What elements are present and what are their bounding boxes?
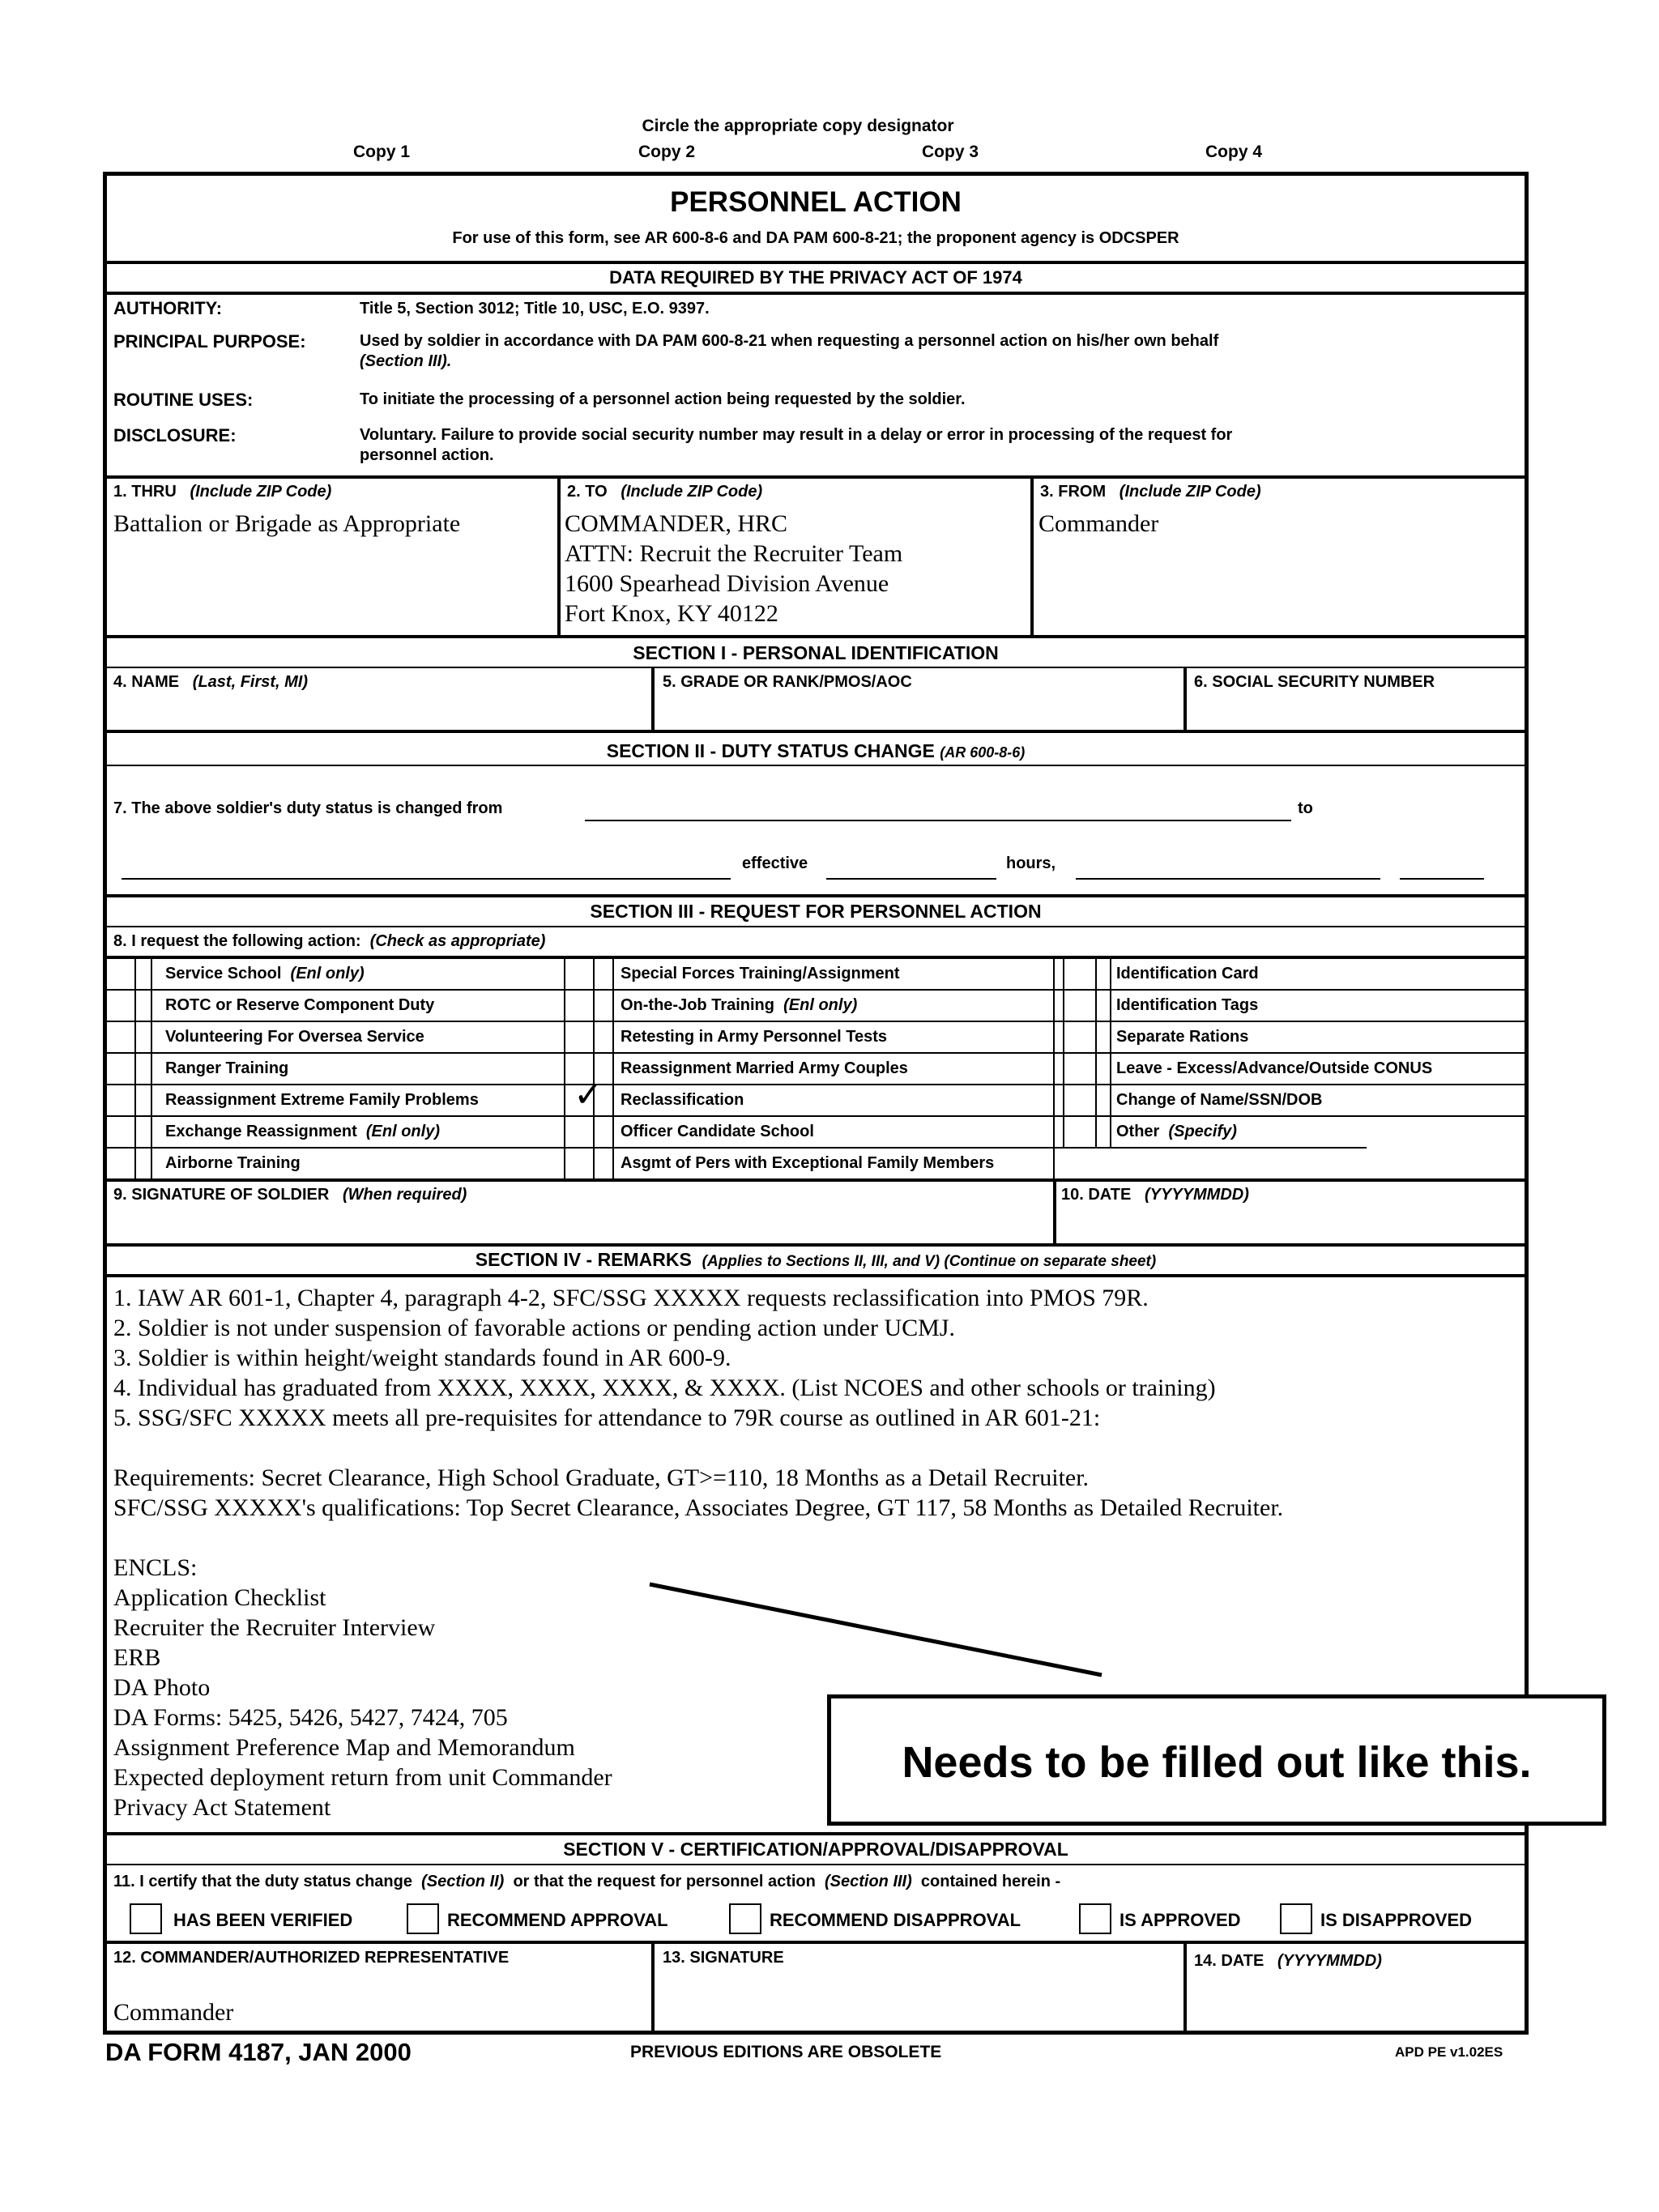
checkbox-change-name[interactable]: [1063, 1084, 1095, 1115]
callout-pointer-line: [640, 1571, 1110, 1685]
action-reclassification: Reclassification: [621, 1091, 744, 1109]
callout-text: Needs to be filled out like this.: [902, 1738, 1532, 1787]
section-5-heading: SECTION V - CERTIFICATION/APPROVAL/DISAPPROVAL: [563, 1839, 1068, 1860]
action-exchange-reassignment: [165, 1123, 440, 1141]
to-line-3: 1600 Spearhead Division Avenue: [565, 570, 889, 597]
checkbox-oversea-service[interactable]: [134, 1021, 151, 1052]
remark-line-15: DA Forms: 5425, 5426, 5427, 7424, 705: [113, 1704, 508, 1731]
to-field[interactable]: [565, 509, 902, 629]
callout-box: [827, 1694, 1606, 1826]
thru-num: 1. THRU: [113, 483, 177, 501]
date-10-field[interactable]: [1061, 1207, 1515, 1239]
remark-line-5: 5. SSG/SFC XXXXX meets all pre-requisites for attendance to 79R course as outlined in AR 601-21:: [113, 1404, 1101, 1431]
action-ojt-label: On-the-Job Training: [621, 996, 774, 1014]
to-hint: (Include ZIP Code): [621, 483, 763, 501]
action-other-note: (Specify): [1168, 1123, 1237, 1140]
to-label: [567, 483, 762, 501]
principal-purpose-text: Used by soldier in accordance with DA PAM 600-8-21 when requesting a personnel action on his/her own behalf: [360, 332, 1219, 350]
date-10-hint: (YYYYMMDD): [1145, 1186, 1249, 1204]
disclosure-label: DISCLOSURE:: [113, 425, 237, 445]
effective-field[interactable]: [826, 878, 996, 880]
signature-soldier-field[interactable]: [113, 1207, 1045, 1239]
grade-label: 5. GRADE OR RANK/PMOS/AOC: [663, 673, 912, 691]
date-10-label: [1061, 1186, 1249, 1204]
checkbox-special-forces[interactable]: [593, 957, 612, 989]
checkbox-exchange-reassignment[interactable]: [134, 1115, 151, 1147]
action-rotc: ROTC or Reserve Component Duty: [165, 996, 435, 1014]
checkbox-id-card[interactable]: [1063, 957, 1095, 989]
duty-from-field[interactable]: [585, 820, 1291, 821]
copy-3[interactable]: Copy 3: [922, 143, 979, 161]
checkbox-retesting[interactable]: [593, 1021, 612, 1052]
remark-line-11: Application Checklist: [113, 1584, 326, 1611]
section-3-heading: SECTION III - REQUEST FOR PERSONNEL ACTION: [590, 901, 1042, 922]
ssn-label: 6. SOCIAL SECURITY NUMBER: [1194, 673, 1435, 691]
action-airborne-training: Airborne Training: [165, 1154, 301, 1172]
disclosure-text: Voluntary. Failure to provide social security number may result in a delay or error in processing of the request for: [360, 426, 1233, 444]
section-2-title: SECTION II - DUTY STATUS CHANGE: [606, 740, 935, 761]
request-text: 8. I request the following action:: [113, 932, 361, 950]
action-id-card: Identification Card: [1116, 965, 1259, 982]
duty-to-field[interactable]: [122, 878, 731, 880]
checkbox-recommend-approval[interactable]: [407, 1903, 439, 1934]
section-2-ref: (AR 600-8-6): [940, 744, 1026, 761]
remark-line-4: 4. Individual has graduated from XXXX, XXXX, XXXX, & XXXX. (List NCOES and other schools or training): [113, 1375, 1216, 1401]
routine-uses-label: ROUTINE USES:: [113, 390, 254, 410]
to-num: 2. TO: [567, 483, 608, 501]
checkbox-ocs[interactable]: [593, 1115, 612, 1147]
action-ocs: Officer Candidate School: [621, 1123, 814, 1140]
previous-editions-note: PREVIOUS EDITIONS ARE OBSOLETE: [630, 2043, 942, 2061]
checkbox-airborne-training[interactable]: [134, 1147, 151, 1178]
action-ojt: [621, 996, 857, 1015]
thru-label: [113, 483, 331, 501]
remark-line-1: 1. IAW AR 601-1, Chapter 4, paragraph 4-2, SFC/SSG XXXXX requests reclassification into PMOS 79R.: [113, 1285, 1149, 1311]
from-hint: (Include ZIP Code): [1119, 483, 1261, 501]
name-num: 4. NAME: [113, 673, 180, 691]
action-efmp: Asgmt of Pers with Exceptional Family Members: [621, 1154, 995, 1172]
date-14-hint: (YYYYMMDD): [1277, 1952, 1382, 1970]
signature-soldier-hint: (When required): [343, 1186, 467, 1204]
copy-designator-note: Circle the appropriate copy designator: [642, 117, 954, 135]
remark-line-9: [113, 1523, 1523, 1553]
checkbox-service-school[interactable]: [134, 957, 151, 989]
remark-line-18: Privacy Act Statement: [113, 1794, 331, 1821]
form-title: PERSONNEL ACTION: [670, 186, 962, 218]
checkbox-other[interactable]: [1063, 1115, 1095, 1147]
authority-label: AUTHORITY:: [113, 298, 223, 318]
signature-13-label: 13. SIGNATURE: [663, 1949, 784, 1967]
action-exchange-note: (Enl only): [365, 1123, 440, 1140]
remark-line-10: ENCLS:: [113, 1554, 198, 1581]
signature-soldier-text: 9. SIGNATURE OF SOLDIER: [113, 1186, 330, 1204]
certify-text: [113, 1873, 1060, 1891]
from-num: 3. FROM: [1040, 483, 1107, 501]
certify-b: or that the request for personnel action: [513, 1873, 816, 1890]
action-ranger-training: Ranger Training: [165, 1059, 289, 1077]
remark-line-3: 3. Soldier is within height/weight standards found in AR 600-9.: [113, 1345, 731, 1371]
form-subtitle: For use of this form, see AR 600-8-6 and DA PAM 600-8-21; the proponent agency is ODCSPER: [452, 229, 1179, 247]
check-mark-icon: ✓: [574, 1075, 603, 1115]
remark-line-7: Requirements: Secret Clearance, High School Graduate, GT>=110, 18 Months as a Detail Recruiter.: [113, 1464, 1090, 1491]
privacy-heading: DATA REQUIRED BY THE PRIVACY ACT OF 1974: [609, 267, 1022, 288]
remark-line-17: Expected deployment return from unit Commander: [113, 1764, 612, 1791]
copy-2[interactable]: Copy 2: [638, 143, 696, 161]
checkbox-reassignment-family[interactable]: [134, 1084, 151, 1115]
date-14-text: 14. DATE: [1194, 1952, 1265, 1970]
to-line-1: COMMANDER, HRC: [565, 510, 788, 537]
action-ojt-note: (Enl only): [783, 996, 858, 1014]
checkbox-reclassification[interactable]: [572, 1075, 608, 1116]
action-married-couples: Reassignment Married Army Couples: [621, 1059, 908, 1077]
action-exchange-label: Exchange Reassignment: [165, 1123, 357, 1140]
form-version: APD PE v1.02ES: [1395, 2044, 1503, 2060]
from-label: [1040, 483, 1261, 501]
name-label: [113, 673, 308, 692]
action-special-forces: Special Forces Training/Assignment: [621, 965, 900, 982]
grade-field[interactable]: [663, 695, 1173, 726]
hours-label: hours,: [1006, 855, 1056, 872]
section-1-heading: SECTION I - PERSONAL IDENTIFICATION: [633, 642, 999, 663]
checkbox-separate-rations[interactable]: [1063, 1021, 1095, 1052]
duty-status-text: 7. The above soldier's duty status is changed from: [113, 799, 503, 817]
disclosure-text2: personnel action.: [360, 446, 494, 464]
copy-1[interactable]: Copy 1: [353, 143, 411, 161]
remark-line-2: 2. Soldier is not under suspension of favorable actions or pending action under UCMJ.: [113, 1315, 955, 1341]
from-field[interactable]: Commander: [1038, 510, 1159, 537]
certify-s2: (Section II): [421, 1873, 505, 1890]
action-leave: Leave - Excess/Advance/Outside CONUS: [1116, 1059, 1433, 1077]
option-recommend-approval: RECOMMEND APPROVAL: [447, 1910, 668, 1930]
option-is-approved: IS APPROVED: [1120, 1910, 1241, 1930]
remark-line-6: [113, 1433, 1523, 1463]
action-service-school: [165, 965, 365, 983]
section-4-hint: (Applies to Sections II, III, and V) (Continue on separate sheet): [702, 1253, 1157, 1270]
ssn-field[interactable]: [1194, 695, 1518, 726]
action-service-school-note: (Enl only): [290, 965, 365, 982]
checkbox-is-disapproved[interactable]: [1280, 1903, 1312, 1934]
request-label: [113, 932, 545, 951]
date-14-field[interactable]: [1194, 1975, 1518, 2028]
action-id-tags: Identification Tags: [1116, 996, 1259, 1014]
checkbox-ranger-training[interactable]: [134, 1052, 151, 1084]
action-other: [1116, 1123, 1237, 1141]
option-is-disapproved: IS DISAPPROVED: [1320, 1910, 1473, 1930]
checkbox-id-tags[interactable]: [1063, 989, 1095, 1021]
action-service-school-label: Service School: [165, 965, 282, 982]
form-id: DA FORM 4187, JAN 2000: [105, 2038, 412, 2066]
action-reassignment-family: Reassignment Extreme Family Problems: [165, 1091, 479, 1109]
certify-a: 11. I certify that the duty status change: [113, 1873, 412, 1890]
remark-line-16: Assignment Preference Map and Memorandum: [113, 1734, 575, 1761]
signature-soldier-label: [113, 1186, 467, 1204]
certify-c: contained herein -: [920, 1873, 1061, 1890]
checkbox-efmp[interactable]: [593, 1147, 612, 1178]
checkbox-is-approved[interactable]: [1079, 1903, 1111, 1934]
authority-text: Title 5, Section 3012; Title 10, USC, E.O. 9397.: [360, 300, 710, 318]
commander-label: 12. COMMANDER/AUTHORIZED REPRESENTATIVE: [113, 1949, 510, 1967]
to-line-4: Fort Knox, KY 40122: [565, 600, 778, 627]
option-has-been-verified: HAS BEEN VERIFIED: [173, 1910, 353, 1930]
section-2-heading: [103, 740, 1529, 762]
checkbox-rotc[interactable]: [134, 989, 151, 1021]
option-recommend-disapproval: RECOMMEND DISAPPROVAL: [770, 1910, 1021, 1930]
year-field[interactable]: [1400, 878, 1484, 880]
to-line-2: ATTN: Recruit the Recruiter Team: [565, 540, 903, 567]
checkbox-recommend-disapproval[interactable]: [729, 1903, 761, 1934]
signature-13-field[interactable]: [663, 1971, 1173, 2028]
date-10-text: 10. DATE: [1061, 1186, 1132, 1204]
action-separate-rations: Separate Rations: [1116, 1028, 1249, 1046]
routine-uses-text: To initiate the processing of a personnel action being requested by the soldier.: [360, 390, 966, 408]
principal-purpose-label: PRINCIPAL PURPOSE:: [113, 331, 306, 352]
action-oversea-service: Volunteering For Oversea Service: [165, 1028, 424, 1046]
certify-s3: (Section III): [824, 1873, 912, 1890]
request-hint: (Check as appropriate): [369, 932, 546, 950]
checkbox-has-been-verified[interactable]: [130, 1903, 162, 1934]
remark-line-12: Recruiter the Recruiter Interview: [113, 1614, 436, 1641]
remark-line-8: SFC/SSG XXXXX's qualifications: Top Secret Clearance, Associates Degree, GT 117, 58 Months as Detailed Recruiter.: [113, 1494, 1284, 1521]
action-change-name: Change of Name/SSN/DOB: [1116, 1091, 1323, 1109]
date-field[interactable]: [1076, 878, 1380, 880]
principal-purpose-text2: (Section III).: [360, 352, 452, 370]
action-retesting: Retesting in Army Personnel Tests: [621, 1028, 887, 1046]
duty-to-label: to: [1298, 799, 1313, 817]
date-14-label: [1194, 1952, 1382, 1971]
name-hint: (Last, First, MI): [192, 673, 309, 691]
thru-field[interactable]: Battalion or Brigade as Appropriate: [113, 510, 461, 537]
checkbox-ojt[interactable]: [593, 989, 612, 1021]
section-4-title: SECTION IV - REMARKS: [475, 1249, 692, 1270]
section-4-heading: [103, 1249, 1529, 1271]
remark-line-13: ERB: [113, 1644, 161, 1671]
name-field[interactable]: [113, 695, 644, 726]
checkbox-leave[interactable]: [1063, 1052, 1095, 1084]
commander-field[interactable]: Commander: [113, 1999, 234, 2026]
action-other-label: Other: [1116, 1123, 1160, 1140]
effective-label: effective: [742, 855, 808, 872]
thru-hint: (Include ZIP Code): [190, 483, 332, 501]
remark-line-14: DA Photo: [113, 1674, 211, 1701]
copy-4[interactable]: Copy 4: [1205, 143, 1263, 161]
